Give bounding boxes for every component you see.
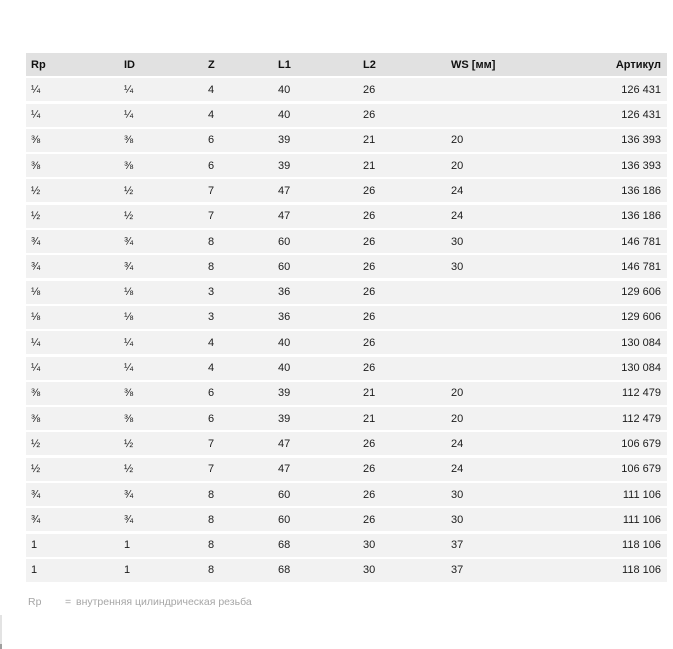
cell-l2: 21 — [363, 412, 376, 425]
cell-article: 146 781 — [621, 260, 661, 273]
cell-id: ⅜ — [124, 134, 134, 147]
table-row — [26, 154, 667, 177]
cell-id: ½ — [124, 437, 134, 450]
table-row — [26, 458, 667, 481]
cell-l2: 26 — [363, 437, 376, 450]
table-row — [26, 129, 667, 152]
cell-z: 8 — [208, 564, 215, 577]
cell-l1: 39 — [278, 387, 291, 400]
cell-id: ¾ — [124, 513, 134, 526]
cell-rp: ¼ — [31, 362, 41, 375]
table-row — [26, 534, 667, 557]
cell-rp: ½ — [31, 184, 41, 197]
cell-ws: 24 — [451, 210, 464, 223]
cell-l1: 36 — [278, 286, 291, 299]
table-row — [26, 559, 667, 582]
footnote-term: Rp — [28, 596, 42, 608]
table-body — [26, 78, 667, 582]
cell-ws: 30 — [451, 260, 464, 273]
cell-l2: 26 — [363, 184, 376, 197]
table-row — [26, 104, 667, 127]
cell-ws: 20 — [451, 412, 464, 425]
table-row — [26, 407, 667, 430]
cell-l1: 47 — [278, 463, 291, 476]
cell-article: 111 106 — [622, 513, 661, 526]
cell-article: 112 479 — [622, 387, 661, 400]
cell-l2: 26 — [363, 488, 376, 501]
cell-l1: 39 — [278, 159, 291, 172]
cell-id: ¾ — [124, 260, 134, 273]
cell-id: ¾ — [124, 235, 134, 248]
cell-l2: 26 — [363, 109, 376, 122]
cell-z: 6 — [208, 134, 215, 147]
cell-l1: 47 — [278, 210, 291, 223]
cell-l2: 26 — [363, 83, 376, 96]
scrollbar-fragment — [0, 615, 2, 645]
cell-rp: ⅜ — [31, 159, 41, 172]
cell-l1: 47 — [278, 437, 291, 450]
cell-article: 136 393 — [621, 159, 661, 172]
cell-article: 111 106 — [622, 488, 661, 501]
cell-article: 126 431 — [621, 83, 661, 96]
cell-id: ⅜ — [124, 159, 134, 172]
scrollbar-thumb-fragment — [0, 644, 2, 649]
footnote-equals: = — [65, 596, 72, 608]
cell-l2: 30 — [363, 539, 376, 552]
cell-article: 129 606 — [621, 311, 661, 324]
cell-z: 3 — [208, 311, 215, 324]
table-row — [26, 281, 667, 304]
cell-id: ½ — [124, 210, 134, 223]
cell-l2: 26 — [363, 513, 376, 526]
spec-table — [26, 53, 667, 584]
cell-l1: 40 — [278, 83, 291, 96]
table-row — [26, 205, 667, 228]
cell-l2: 21 — [363, 387, 376, 400]
column-header-rp: Rp — [31, 58, 46, 71]
column-header-article: Артикул — [615, 58, 661, 71]
cell-id: 1 — [124, 564, 131, 577]
cell-z: 7 — [208, 437, 215, 450]
cell-id: ¼ — [124, 83, 134, 96]
table-row — [26, 432, 667, 455]
cell-l2: 26 — [363, 463, 376, 476]
footnote-definition: внутренняя цилиндрическая резьба — [76, 596, 252, 608]
cell-l2: 26 — [363, 336, 376, 349]
column-header-l2: L2 — [363, 58, 376, 71]
cell-article: 136 393 — [621, 134, 661, 147]
cell-ws: 24 — [451, 437, 464, 450]
cell-l1: 68 — [278, 564, 291, 577]
cell-ws: 30 — [451, 513, 464, 526]
cell-l2: 26 — [363, 260, 376, 273]
cell-z: 4 — [208, 336, 215, 349]
cell-l1: 60 — [278, 488, 291, 501]
cell-z: 3 — [208, 286, 215, 299]
cell-l1: 40 — [278, 336, 291, 349]
cell-article: 136 186 — [621, 184, 661, 197]
cell-z: 8 — [208, 260, 215, 273]
cell-id: ⅜ — [124, 412, 134, 425]
cell-rp: ¾ — [31, 488, 41, 501]
cell-ws: 37 — [451, 564, 464, 577]
cell-id: 1 — [124, 539, 131, 552]
cell-l1: 60 — [278, 260, 291, 273]
cell-z: 8 — [208, 513, 215, 526]
column-header-ws: WS [мм] — [451, 58, 496, 71]
cell-z: 7 — [208, 184, 215, 197]
cell-rp: ¼ — [31, 109, 41, 122]
cell-rp: ¾ — [31, 235, 41, 248]
table-row — [26, 306, 667, 329]
table-row — [26, 357, 667, 380]
cell-id: ¼ — [124, 109, 134, 122]
cell-l1: 60 — [278, 235, 291, 248]
cell-l2: 21 — [363, 159, 376, 172]
cell-l1: 68 — [278, 539, 291, 552]
cell-z: 8 — [208, 539, 215, 552]
cell-rp: ⅜ — [31, 412, 41, 425]
column-header-l1: L1 — [278, 58, 291, 71]
cell-id: ¼ — [124, 336, 134, 349]
cell-ws: 24 — [451, 184, 464, 197]
cell-z: 4 — [208, 83, 215, 96]
cell-z: 6 — [208, 159, 215, 172]
cell-rp: ⅜ — [31, 387, 41, 400]
cell-l2: 26 — [363, 286, 376, 299]
cell-l2: 30 — [363, 564, 376, 577]
cell-z: 4 — [208, 109, 215, 122]
cell-ws: 24 — [451, 463, 464, 476]
cell-id: ¾ — [124, 488, 134, 501]
cell-id: ½ — [124, 463, 134, 476]
cell-rp: ⅜ — [31, 134, 41, 147]
table-header-row — [26, 53, 667, 76]
cell-article: 126 431 — [621, 109, 661, 122]
cell-ws: 30 — [451, 488, 464, 501]
cell-ws: 20 — [451, 159, 464, 172]
cell-l1: 60 — [278, 513, 291, 526]
cell-rp: ½ — [31, 463, 41, 476]
cell-ws: 20 — [451, 134, 464, 147]
cell-rp: ¼ — [31, 83, 41, 96]
footnote — [28, 596, 252, 608]
table-row — [26, 508, 667, 531]
cell-rp: ½ — [31, 437, 41, 450]
cell-id: ⅜ — [124, 387, 134, 400]
cell-article: 146 781 — [621, 235, 661, 248]
cell-rp: ⅛ — [31, 311, 41, 324]
table-row — [26, 78, 667, 101]
cell-l2: 26 — [363, 210, 376, 223]
table-row — [26, 382, 667, 405]
table-row — [26, 255, 667, 278]
cell-rp: ¾ — [31, 260, 41, 273]
cell-rp: ½ — [31, 210, 41, 223]
cell-l1: 39 — [278, 412, 291, 425]
cell-id: ⅛ — [124, 286, 134, 299]
cell-z: 7 — [208, 210, 215, 223]
table-row — [26, 331, 667, 354]
cell-rp: ¾ — [31, 513, 41, 526]
cell-l1: 47 — [278, 184, 291, 197]
cell-z: 8 — [208, 235, 215, 248]
cell-article: 118 106 — [622, 539, 661, 552]
table-row — [26, 230, 667, 253]
cell-l2: 26 — [363, 362, 376, 375]
cell-ws: 20 — [451, 387, 464, 400]
column-header-id: ID — [124, 58, 135, 71]
cell-l1: 40 — [278, 362, 291, 375]
cell-l2: 26 — [363, 235, 376, 248]
cell-id: ½ — [124, 184, 134, 197]
cell-z: 8 — [208, 488, 215, 501]
cell-rp: ¼ — [31, 336, 41, 349]
cell-ws: 37 — [451, 539, 464, 552]
cell-l1: 40 — [278, 109, 291, 122]
cell-article: 136 186 — [621, 210, 661, 223]
cell-article: 106 679 — [621, 463, 661, 476]
cell-article: 106 679 — [621, 437, 661, 450]
cell-l1: 36 — [278, 311, 291, 324]
cell-z: 7 — [208, 463, 215, 476]
cell-rp: 1 — [31, 564, 38, 577]
cell-id: ¼ — [124, 362, 134, 375]
cell-article: 112 479 — [622, 412, 661, 425]
cell-z: 4 — [208, 362, 215, 375]
table-row — [26, 483, 667, 506]
cell-l2: 26 — [363, 311, 376, 324]
cell-l2: 21 — [363, 134, 376, 147]
cell-id: ⅛ — [124, 311, 134, 324]
cell-article: 130 084 — [621, 336, 661, 349]
cell-article: 130 084 — [621, 362, 661, 375]
cell-rp: ⅛ — [31, 286, 41, 299]
column-header-z: Z — [208, 58, 215, 71]
table-row — [26, 179, 667, 202]
cell-article: 118 106 — [622, 564, 661, 577]
cell-z: 6 — [208, 412, 215, 425]
cell-z: 6 — [208, 387, 215, 400]
cell-ws: 30 — [451, 235, 464, 248]
cell-l1: 39 — [278, 134, 291, 147]
cell-article: 129 606 — [621, 286, 661, 299]
cell-rp: 1 — [31, 539, 38, 552]
